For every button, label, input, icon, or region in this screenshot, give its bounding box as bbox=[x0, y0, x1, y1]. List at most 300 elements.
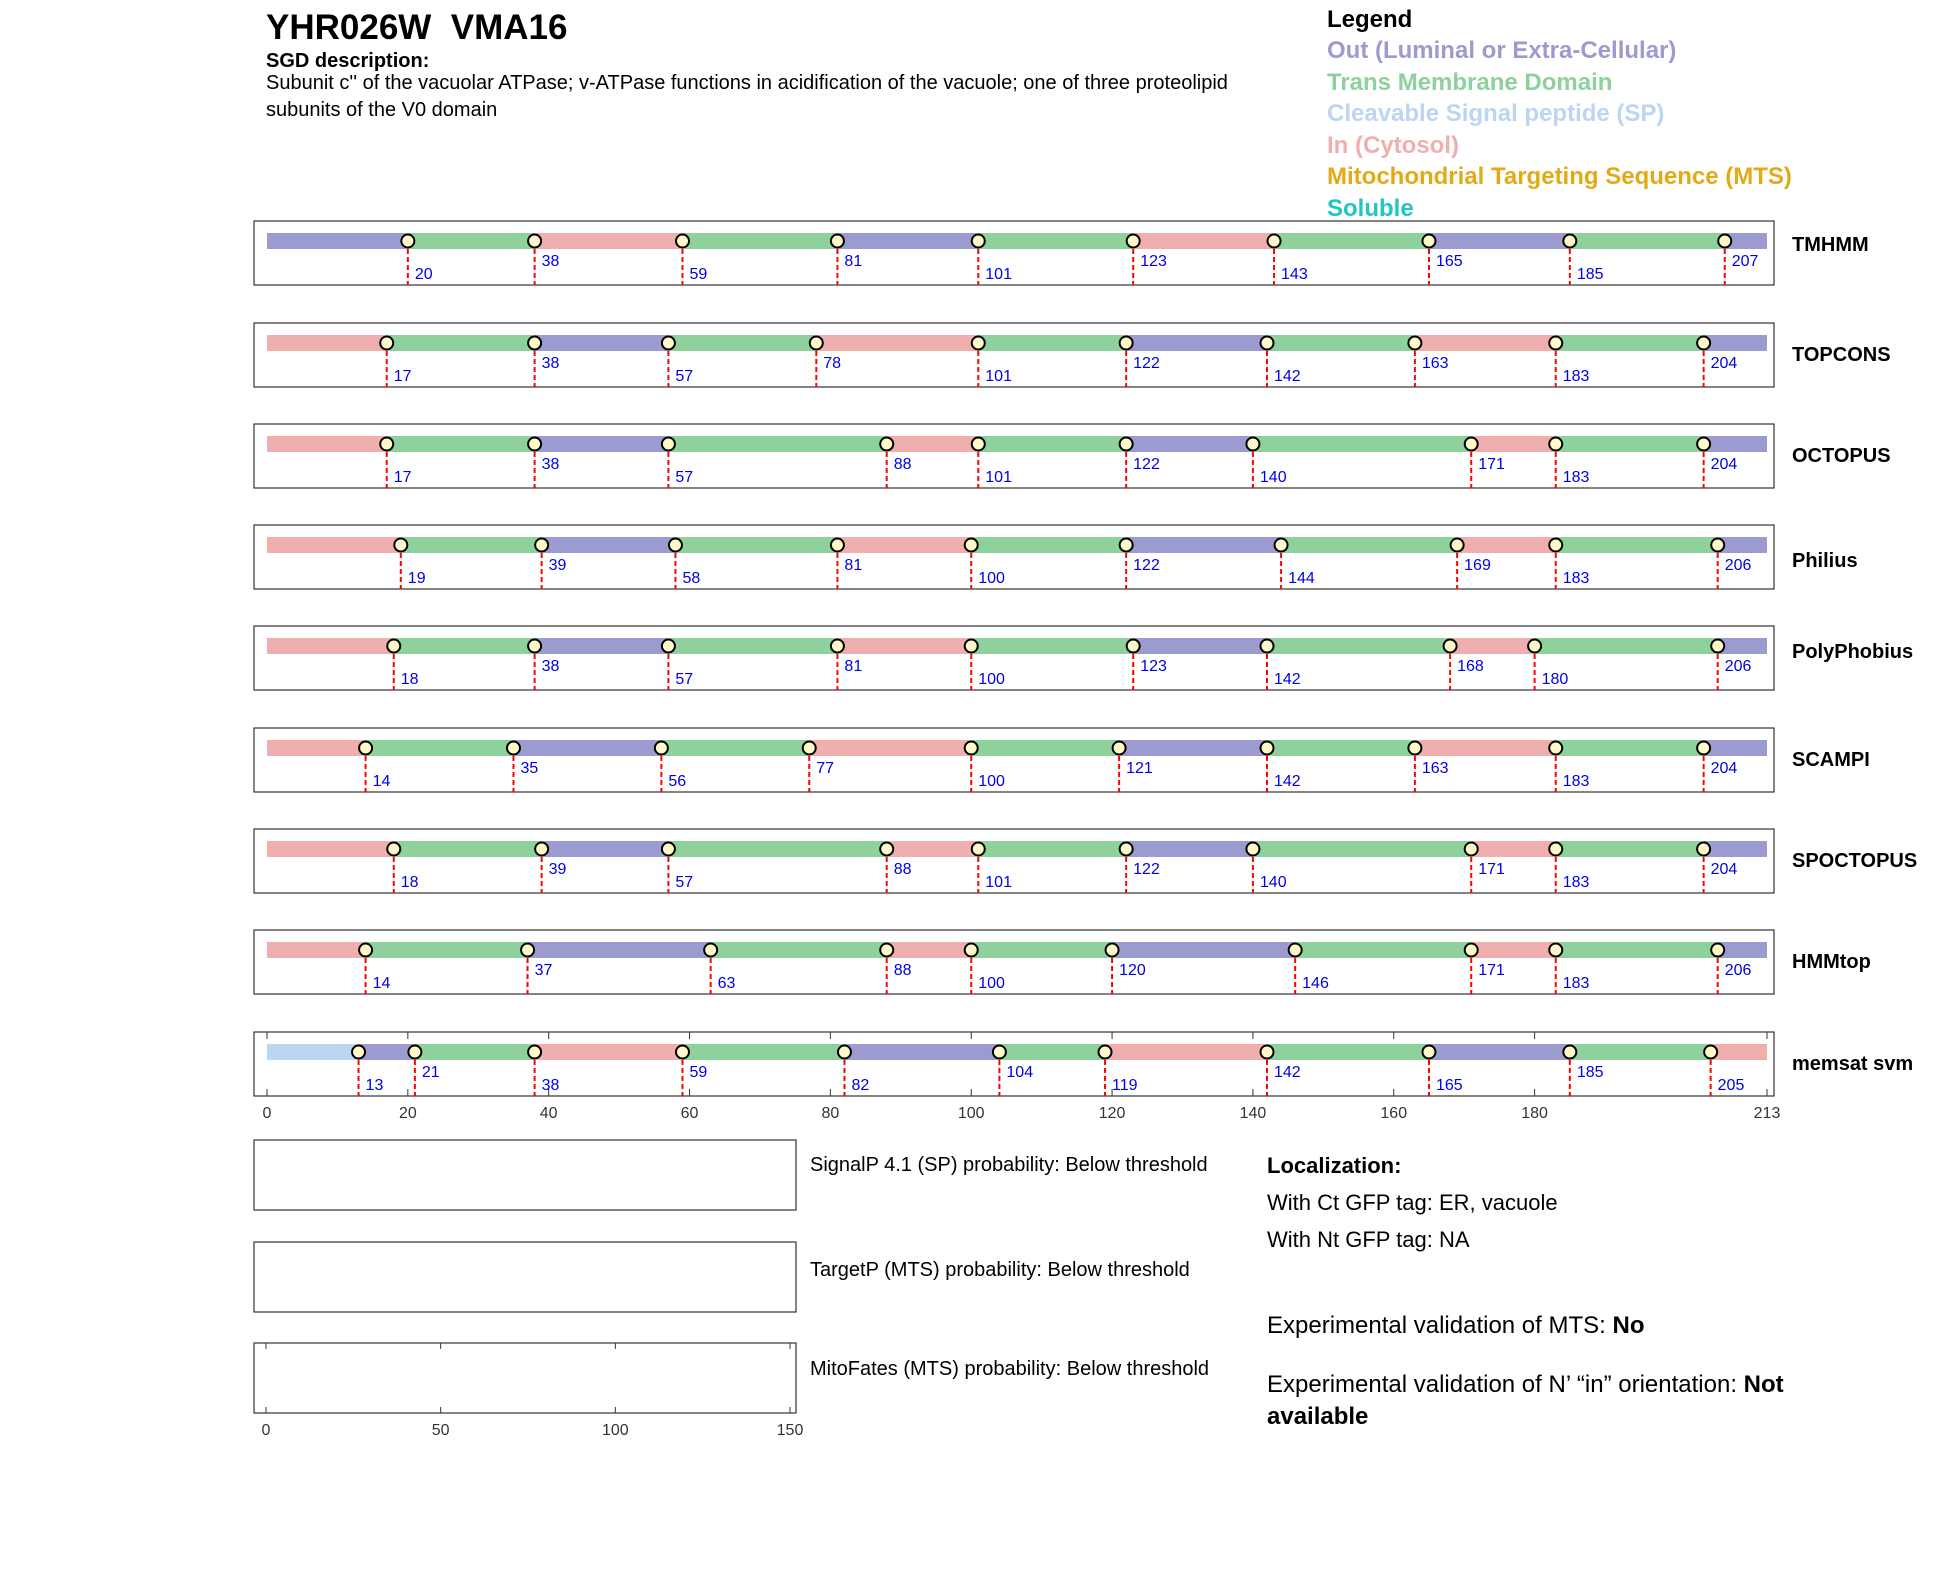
boundary-label: 14 bbox=[372, 773, 391, 790]
boundary-label: 57 bbox=[675, 368, 694, 385]
boundary-marker bbox=[1711, 539, 1724, 552]
boundary-label: 88 bbox=[893, 456, 912, 473]
boundary-label: 119 bbox=[1112, 1077, 1138, 1094]
boundary-marker bbox=[1275, 539, 1288, 552]
boundary-marker bbox=[1465, 843, 1478, 856]
boundary-marker bbox=[507, 742, 520, 755]
boundary-marker bbox=[1408, 742, 1421, 755]
boundary-marker bbox=[662, 337, 675, 350]
boundary-label: 59 bbox=[689, 266, 708, 283]
axis-tick-label: 120 bbox=[1098, 1105, 1126, 1122]
topology-segment bbox=[1704, 436, 1767, 452]
boundary-label: 38 bbox=[541, 456, 560, 473]
boundary-label: 171 bbox=[1478, 861, 1505, 878]
topology-segment bbox=[816, 335, 978, 351]
axis-tick-label: 160 bbox=[1380, 1105, 1408, 1122]
legend-item-out: Out (Luminal or Extra-Cellular) bbox=[1327, 37, 1677, 64]
boundary-label: 121 bbox=[1126, 760, 1153, 777]
boundary-marker bbox=[704, 944, 717, 957]
track-name: SPOCTOPUS bbox=[1792, 850, 1918, 872]
topology-segment bbox=[1267, 335, 1415, 351]
signalp-label: SignalP 4.1 (SP) probability: Below threshold bbox=[810, 1154, 1208, 1176]
boundary-label: 17 bbox=[393, 469, 412, 486]
topology-segment bbox=[267, 638, 394, 654]
topology-segment bbox=[535, 638, 669, 654]
boundary-label: 77 bbox=[816, 760, 835, 777]
axis-tick-label: 20 bbox=[398, 1105, 417, 1122]
boundary-marker bbox=[387, 843, 400, 856]
topology-segment bbox=[1711, 1044, 1767, 1060]
boundary-marker bbox=[535, 539, 548, 552]
boundary-marker bbox=[880, 843, 893, 856]
boundary-label: 59 bbox=[689, 1064, 708, 1081]
boundary-label: 37 bbox=[534, 962, 553, 979]
boundary-label: 165 bbox=[1435, 253, 1463, 270]
topology-segment bbox=[1450, 638, 1535, 654]
boundary-label: 168 bbox=[1457, 658, 1484, 675]
boundary-marker bbox=[1451, 539, 1464, 552]
boundary-marker bbox=[662, 843, 675, 856]
topology-segment bbox=[1119, 740, 1267, 756]
boundary-marker bbox=[1549, 944, 1562, 957]
topology-segment bbox=[971, 942, 1112, 958]
boundary-marker bbox=[1120, 438, 1133, 451]
sgd-description-label: SGD description: bbox=[266, 50, 430, 72]
boundary-marker bbox=[655, 742, 668, 755]
boundary-label: 204 bbox=[1710, 456, 1738, 473]
topology-segment bbox=[513, 740, 661, 756]
boundary-marker bbox=[1261, 640, 1274, 653]
topology-segment bbox=[542, 537, 676, 553]
boundary-marker bbox=[965, 640, 978, 653]
localization-title: Localization: bbox=[1267, 1153, 1402, 1178]
boundary-label: 183 bbox=[1562, 874, 1590, 891]
boundary-marker bbox=[1261, 337, 1274, 350]
topology-segment bbox=[387, 436, 535, 452]
boundary-label: 39 bbox=[548, 861, 567, 878]
boundary-label: 81 bbox=[844, 658, 863, 675]
boundary-label: 183 bbox=[1562, 975, 1590, 992]
topology-segment bbox=[1267, 638, 1450, 654]
topology-segment bbox=[1126, 335, 1267, 351]
boundary-label: 140 bbox=[1259, 469, 1287, 486]
topology-segment bbox=[668, 436, 886, 452]
probability-panel bbox=[254, 1242, 796, 1312]
topology-segment bbox=[1133, 233, 1274, 249]
topology-segment bbox=[1429, 233, 1570, 249]
boundary-label: 17 bbox=[393, 368, 412, 385]
boundary-marker bbox=[965, 539, 978, 552]
boundary-label: 165 bbox=[1435, 1077, 1463, 1094]
sgd-description-text: Subunit c'' of the vacuolar ATPase; v-ATPase functions in acidification of the vacuole; one of three proteolipid subunits of the V0 domain bbox=[266, 72, 1228, 121]
boundary-marker bbox=[1444, 640, 1457, 653]
axis-tick-label: 100 bbox=[957, 1105, 985, 1122]
boundary-label: 205 bbox=[1717, 1077, 1745, 1094]
boundary-marker bbox=[1697, 843, 1710, 856]
boundary-label: 57 bbox=[675, 874, 694, 891]
boundary-marker bbox=[1549, 539, 1562, 552]
topology-segment bbox=[1556, 436, 1704, 452]
topology-segment bbox=[1253, 436, 1471, 452]
track-name: memsat svm bbox=[1792, 1053, 1914, 1075]
topology-segment bbox=[978, 436, 1126, 452]
exp-validation-mts bbox=[1267, 1310, 1644, 1342]
track-name: OCTOPUS bbox=[1792, 445, 1891, 467]
boundary-marker bbox=[1113, 742, 1126, 755]
topology-segment bbox=[1133, 638, 1267, 654]
topology-segment bbox=[535, 436, 669, 452]
prob-axis-tick-label: 100 bbox=[601, 1422, 629, 1439]
boundary-marker bbox=[1408, 337, 1421, 350]
boundary-label: 183 bbox=[1562, 773, 1590, 790]
boundary-label: 14 bbox=[372, 975, 391, 992]
topology-segment bbox=[359, 1044, 415, 1060]
boundary-label: 39 bbox=[548, 557, 567, 574]
boundary-marker bbox=[1465, 944, 1478, 957]
topology-segment bbox=[1471, 841, 1556, 857]
boundary-label: 20 bbox=[414, 266, 433, 283]
boundary-label: 100 bbox=[978, 975, 1005, 992]
topology-segment bbox=[394, 638, 535, 654]
topology-segment bbox=[1105, 1044, 1267, 1060]
topology-segment bbox=[408, 233, 535, 249]
track-frame bbox=[254, 525, 1774, 589]
topology-segment bbox=[1556, 537, 1718, 553]
topology-segment bbox=[668, 841, 886, 857]
boundary-label: 88 bbox=[893, 861, 912, 878]
boundary-label: 19 bbox=[407, 570, 426, 587]
topology-segment bbox=[668, 638, 837, 654]
topology-segment bbox=[1556, 740, 1704, 756]
topology-segment bbox=[415, 1044, 535, 1060]
boundary-marker bbox=[1549, 337, 1562, 350]
boundary-label: 183 bbox=[1562, 570, 1590, 587]
boundary-label: 57 bbox=[675, 671, 694, 688]
boundary-label: 140 bbox=[1259, 874, 1287, 891]
topology-segment bbox=[682, 1044, 844, 1060]
boundary-marker bbox=[1422, 1046, 1435, 1059]
boundary-label: 56 bbox=[668, 773, 687, 790]
topology-segment bbox=[1267, 1044, 1429, 1060]
boundary-label: 18 bbox=[400, 874, 419, 891]
boundary-label: 101 bbox=[985, 266, 1012, 283]
boundary-marker bbox=[1528, 640, 1541, 653]
boundary-marker bbox=[401, 235, 414, 248]
topology-segment bbox=[1415, 335, 1556, 351]
boundary-label: 122 bbox=[1133, 456, 1160, 473]
track-name: HMMtop bbox=[1792, 951, 1871, 973]
boundary-label: 206 bbox=[1724, 962, 1752, 979]
boundary-marker bbox=[1120, 539, 1133, 552]
boundary-marker bbox=[1106, 944, 1119, 957]
boundary-marker bbox=[1246, 843, 1259, 856]
topology-segment bbox=[971, 537, 1126, 553]
boundary-label: 82 bbox=[851, 1077, 870, 1094]
topology-segment bbox=[971, 740, 1119, 756]
boundary-label: 120 bbox=[1119, 962, 1146, 979]
axis-tick-label: 180 bbox=[1521, 1105, 1548, 1122]
boundary-marker bbox=[662, 438, 675, 451]
topology-segment bbox=[978, 233, 1133, 249]
boundary-label: 100 bbox=[978, 671, 1005, 688]
topology-segment bbox=[711, 942, 887, 958]
boundary-marker bbox=[1261, 742, 1274, 755]
axis-tick-label: 60 bbox=[680, 1105, 699, 1122]
boundary-label: 38 bbox=[541, 1077, 560, 1094]
topology-segment bbox=[887, 436, 979, 452]
boundary-label: 171 bbox=[1478, 456, 1505, 473]
legend-item-in: In (Cytosol) bbox=[1327, 131, 1459, 159]
boundary-label: 163 bbox=[1421, 760, 1449, 777]
prob-axis-tick-label: 0 bbox=[261, 1422, 271, 1439]
boundary-marker bbox=[528, 640, 541, 653]
boundary-label: 163 bbox=[1421, 355, 1449, 372]
track-frame bbox=[254, 930, 1774, 994]
boundary-marker bbox=[838, 1046, 851, 1059]
exp-mts-value: No bbox=[1612, 1312, 1645, 1339]
boundary-marker bbox=[1422, 235, 1435, 248]
boundary-marker bbox=[528, 337, 541, 350]
boundary-label: 21 bbox=[421, 1064, 440, 1081]
localization-nt-gfp: With Nt GFP tag: NA bbox=[1267, 1227, 1470, 1252]
boundary-label: 142 bbox=[1274, 773, 1301, 790]
boundary-marker bbox=[528, 235, 541, 248]
topology-segment bbox=[837, 537, 971, 553]
boundary-marker bbox=[831, 539, 844, 552]
boundary-label: 142 bbox=[1274, 1064, 1301, 1081]
boundary-label: 204 bbox=[1710, 861, 1738, 878]
boundary-marker bbox=[669, 539, 682, 552]
boundary-marker bbox=[359, 742, 372, 755]
topology-segment bbox=[267, 1044, 359, 1060]
boundary-marker bbox=[676, 1046, 689, 1059]
boundary-label: 185 bbox=[1576, 266, 1604, 283]
topology-segment bbox=[394, 841, 542, 857]
topology-segment bbox=[1471, 436, 1556, 452]
legend-item-mts: Mitochondrial Targeting Sequence (MTS) bbox=[1327, 163, 1792, 190]
axis-tick-label: 0 bbox=[262, 1105, 272, 1122]
topology-segment bbox=[267, 537, 401, 553]
boundary-marker bbox=[1549, 742, 1562, 755]
boundary-label: 57 bbox=[675, 469, 694, 486]
boundary-marker bbox=[1120, 337, 1133, 350]
topology-segment bbox=[542, 841, 669, 857]
track-name: TOPCONS bbox=[1792, 344, 1891, 366]
boundary-marker bbox=[831, 640, 844, 653]
boundary-label: 206 bbox=[1724, 658, 1752, 675]
boundary-label: 122 bbox=[1133, 557, 1160, 574]
topology-segment bbox=[978, 335, 1126, 351]
mitofates-label: MitoFates (MTS) probability: Below threshold bbox=[810, 1358, 1210, 1380]
boundary-label: 169 bbox=[1464, 557, 1491, 574]
boundary-label: 100 bbox=[978, 773, 1005, 790]
boundary-label: 104 bbox=[1006, 1064, 1034, 1081]
track-name: SCAMPI bbox=[1792, 749, 1870, 771]
topology-segment bbox=[1126, 537, 1281, 553]
topology-segment bbox=[668, 335, 816, 351]
boundary-label: 81 bbox=[844, 557, 863, 574]
boundary-marker bbox=[380, 337, 393, 350]
boundary-label: 88 bbox=[893, 962, 912, 979]
topology-segment bbox=[1429, 1044, 1570, 1060]
axis-tick-label: 213 bbox=[1753, 1105, 1781, 1122]
topology-segment bbox=[1471, 942, 1556, 958]
topology-segment bbox=[1556, 841, 1704, 857]
track-frame bbox=[254, 829, 1774, 893]
boundary-label: 35 bbox=[520, 760, 539, 777]
track-frame bbox=[254, 323, 1774, 387]
boundary-marker bbox=[993, 1046, 1006, 1059]
boundary-marker bbox=[352, 1046, 365, 1059]
boundary-marker bbox=[972, 337, 985, 350]
topology-segment bbox=[661, 740, 809, 756]
track-frame bbox=[254, 221, 1774, 285]
topology-segment bbox=[267, 841, 394, 857]
topology-segment bbox=[1556, 942, 1718, 958]
topology-segment bbox=[535, 1044, 683, 1060]
topology-segment bbox=[387, 335, 535, 351]
topology-segment bbox=[267, 942, 366, 958]
topology-segment bbox=[401, 537, 542, 553]
boundary-marker bbox=[965, 742, 978, 755]
prob-axis-tick-label: 50 bbox=[431, 1422, 450, 1439]
boundary-label: 144 bbox=[1288, 570, 1315, 587]
topology-segment bbox=[844, 1044, 999, 1060]
boundary-label: 18 bbox=[400, 671, 419, 688]
topology-segment bbox=[1126, 436, 1253, 452]
boundary-marker bbox=[528, 1046, 541, 1059]
topology-segment bbox=[837, 638, 971, 654]
topology-segment bbox=[1295, 942, 1471, 958]
topology-segment bbox=[1704, 335, 1767, 351]
protein-name: VMA16 bbox=[450, 8, 568, 47]
boundary-marker bbox=[1465, 438, 1478, 451]
boundary-marker bbox=[1120, 843, 1133, 856]
exp-orientation-value: Not available bbox=[1267, 1371, 1784, 1430]
track-name: PolyPhobius bbox=[1792, 641, 1914, 663]
boundary-marker bbox=[803, 742, 816, 755]
topology-segment bbox=[535, 335, 669, 351]
boundary-marker bbox=[880, 438, 893, 451]
boundary-label: 206 bbox=[1724, 557, 1752, 574]
topology-segment bbox=[1267, 740, 1415, 756]
topology-segment bbox=[1274, 233, 1429, 249]
topology-segment bbox=[971, 638, 1133, 654]
boundary-marker bbox=[1563, 235, 1576, 248]
boundary-label: 142 bbox=[1274, 368, 1301, 385]
boundary-label: 100 bbox=[978, 570, 1005, 587]
localization-ct-gfp: With Ct GFP tag: ER, vacuole bbox=[1267, 1190, 1558, 1215]
topology-segment bbox=[1704, 740, 1767, 756]
boundary-marker bbox=[1549, 843, 1562, 856]
boundary-marker bbox=[676, 235, 689, 248]
exp-validation-orientation bbox=[1267, 1369, 1867, 1433]
topology-segment bbox=[1570, 1044, 1711, 1060]
boundary-label: 13 bbox=[365, 1077, 384, 1094]
boundary-marker bbox=[521, 944, 534, 957]
boundary-marker bbox=[1697, 337, 1710, 350]
topology-segment bbox=[1112, 942, 1295, 958]
boundary-marker bbox=[1711, 640, 1724, 653]
probability-panel bbox=[254, 1140, 796, 1210]
topology-segment bbox=[1570, 233, 1725, 249]
boundary-label: 204 bbox=[1710, 355, 1738, 372]
topology-segment bbox=[1415, 740, 1556, 756]
boundary-label: 122 bbox=[1133, 355, 1160, 372]
boundary-marker bbox=[1099, 1046, 1112, 1059]
exp-mts-label: Experimental validation of MTS: bbox=[1267, 1312, 1613, 1339]
boundary-marker bbox=[359, 944, 372, 957]
topology-segment bbox=[999, 1044, 1105, 1060]
topology-segment bbox=[887, 942, 972, 958]
topology-segment bbox=[267, 740, 366, 756]
boundary-marker bbox=[1261, 1046, 1274, 1059]
boundary-label: 38 bbox=[541, 253, 560, 270]
boundary-marker bbox=[387, 640, 400, 653]
axis-tick-label: 40 bbox=[539, 1105, 558, 1122]
track-frame bbox=[254, 424, 1774, 488]
boundary-marker bbox=[1704, 1046, 1717, 1059]
legend-item-tm: Trans Membrane Domain bbox=[1327, 68, 1613, 96]
boundary-marker bbox=[1268, 235, 1281, 248]
boundary-label: 81 bbox=[844, 253, 863, 270]
boundary-marker bbox=[394, 539, 407, 552]
boundary-marker bbox=[1718, 235, 1731, 248]
axis-tick-label: 140 bbox=[1239, 1105, 1267, 1122]
topology-segment bbox=[528, 942, 711, 958]
boundary-label: 101 bbox=[985, 874, 1012, 891]
boundary-label: 180 bbox=[1541, 671, 1569, 688]
legend-item-sp: Cleavable Signal peptide (SP) bbox=[1327, 100, 1665, 127]
boundary-label: 204 bbox=[1710, 760, 1738, 777]
boundary-marker bbox=[1697, 742, 1710, 755]
probability-panel bbox=[254, 1343, 796, 1413]
boundary-marker bbox=[972, 843, 985, 856]
boundary-label: 78 bbox=[823, 355, 842, 372]
boundary-marker bbox=[1563, 1046, 1576, 1059]
boundary-marker bbox=[972, 235, 985, 248]
boundary-marker bbox=[880, 944, 893, 957]
axis-tick-label: 80 bbox=[821, 1105, 840, 1122]
boundary-marker bbox=[1127, 235, 1140, 248]
boundary-label: 185 bbox=[1576, 1064, 1604, 1081]
boundary-label: 101 bbox=[985, 469, 1012, 486]
boundary-label: 183 bbox=[1562, 368, 1590, 385]
boundary-label: 142 bbox=[1274, 671, 1301, 688]
topology-segment bbox=[887, 841, 979, 857]
boundary-marker bbox=[528, 438, 541, 451]
topology-segment bbox=[978, 841, 1126, 857]
boundary-label: 146 bbox=[1302, 975, 1329, 992]
boundary-marker bbox=[408, 1046, 421, 1059]
boundary-marker bbox=[1697, 438, 1710, 451]
topology-segment bbox=[1281, 537, 1457, 553]
boundary-label: 207 bbox=[1731, 253, 1759, 270]
track-name: TMHMM bbox=[1792, 234, 1869, 256]
boundary-marker bbox=[810, 337, 823, 350]
topology-segment bbox=[682, 233, 837, 249]
boundary-marker bbox=[1246, 438, 1259, 451]
exp-orientation-label: Experimental validation of N’ “in” orientation: bbox=[1267, 1371, 1744, 1398]
boundary-marker bbox=[535, 843, 548, 856]
topology-segment bbox=[267, 233, 408, 249]
topology-segment bbox=[837, 233, 978, 249]
topology-segment bbox=[1556, 335, 1704, 351]
track-frame bbox=[254, 728, 1774, 792]
legend-title: Legend bbox=[1327, 6, 1413, 33]
gene-id: YHR026W bbox=[266, 8, 432, 47]
boundary-marker bbox=[662, 640, 675, 653]
